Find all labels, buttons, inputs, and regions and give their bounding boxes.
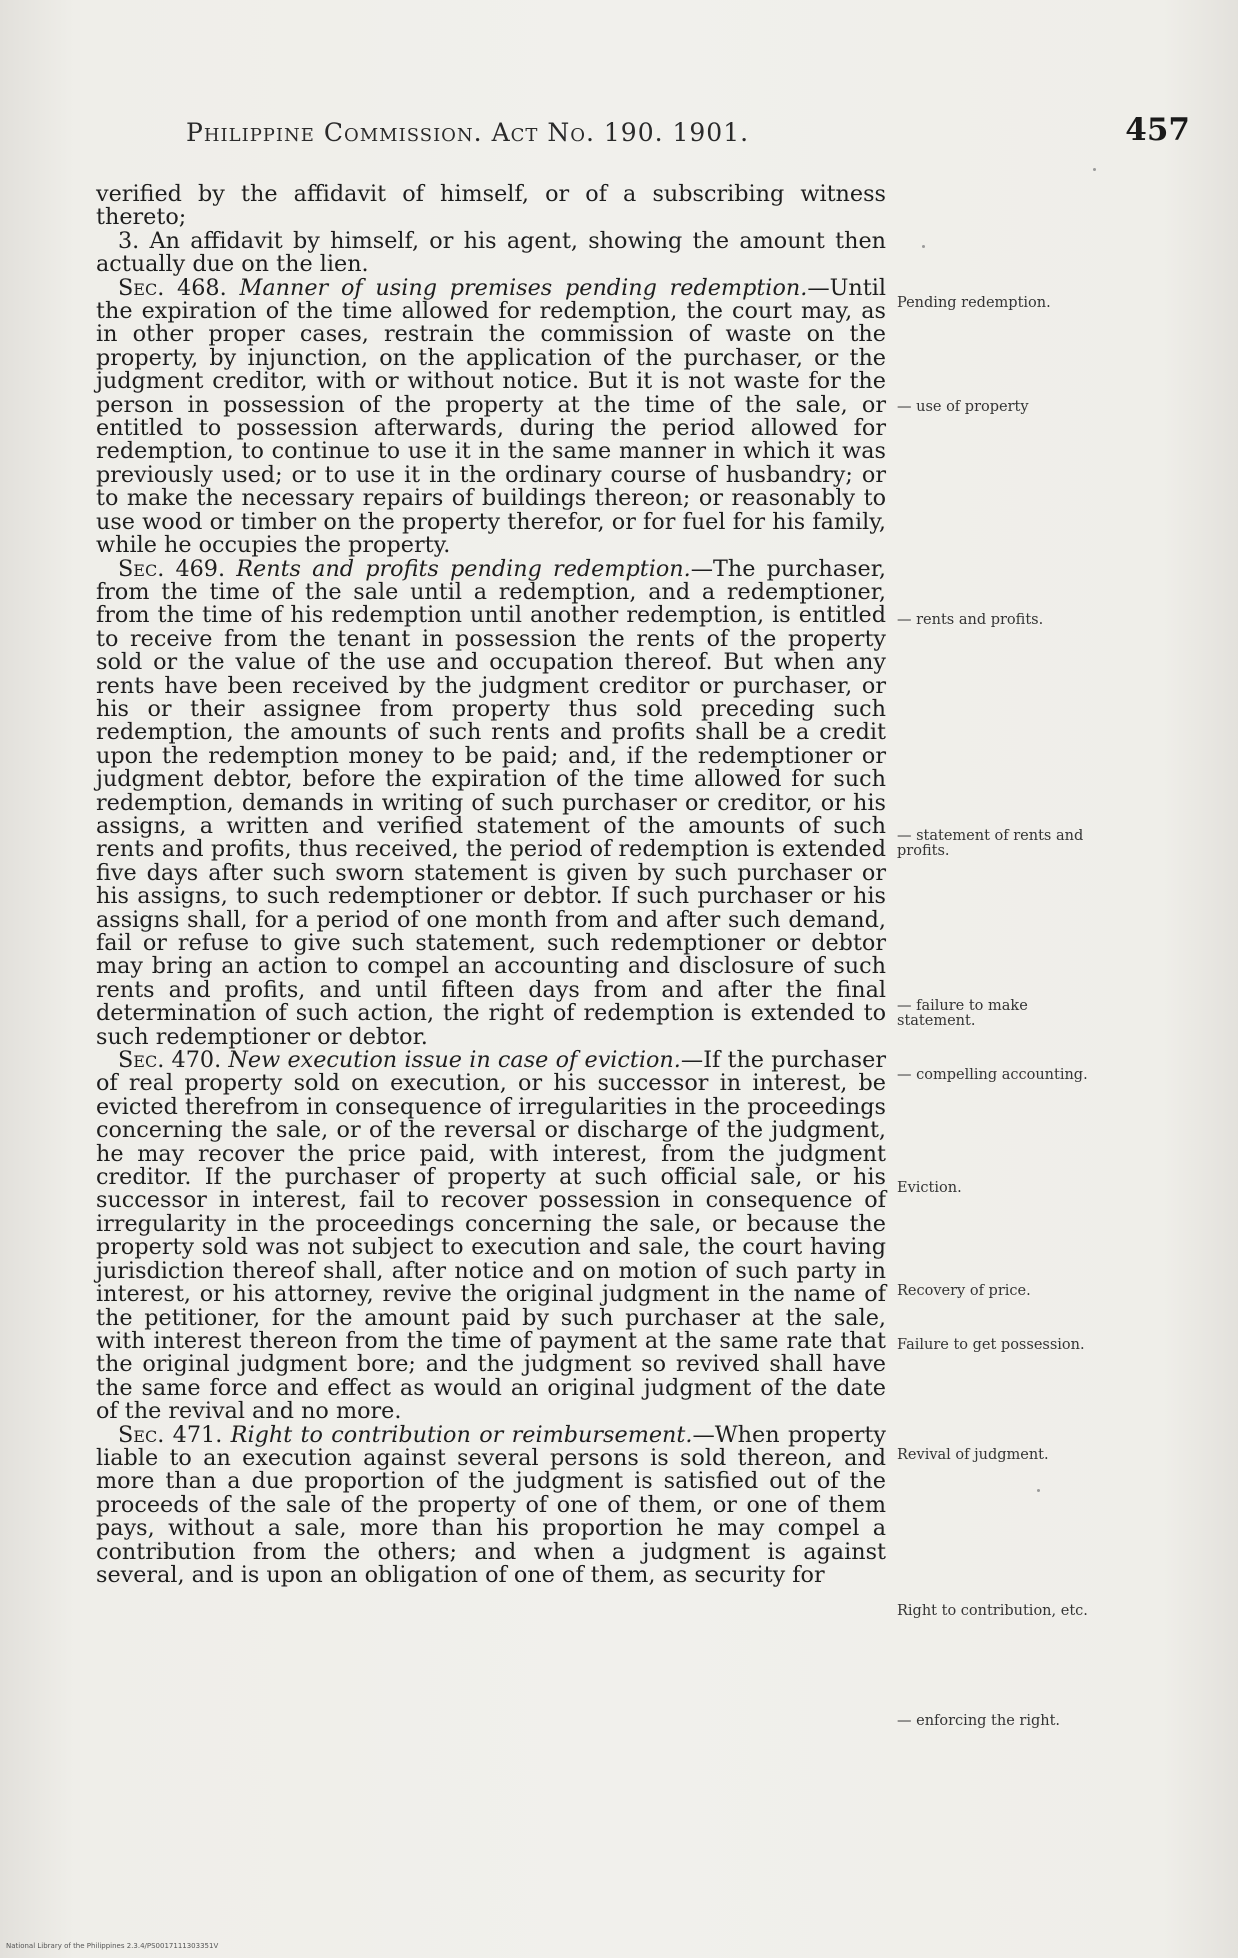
margin-note-enforcing-the-right: — enforcing the right. bbox=[897, 1713, 1061, 1729]
body-text bbox=[96, 183, 886, 1587]
section-title: Manner of using premises pending redemption. bbox=[239, 274, 808, 301]
margin-note-compelling-accounting: — compelling accounting. bbox=[897, 1067, 1088, 1083]
margin-note-eviction: Eviction. bbox=[897, 1180, 962, 1196]
margin-note-pending-redemption: Pending redemption. bbox=[897, 295, 1051, 311]
section-title: New execution issue in case of eviction. bbox=[228, 1047, 681, 1074]
section-text: —When property liable to an execution against several persons is sold thereon, and more than a due proportion of the judgment is satisfied out of the proceeds of the sale of the property of one of them, or one of them pays, without a sale, more than his proportion he may compel a contribution from the others; and when a judgment is against several, and is upon an obligation of one of them, as security for bbox=[96, 1421, 886, 1588]
section-title: Right to contribution or reimbursement. bbox=[230, 1421, 693, 1448]
section-469 bbox=[96, 555, 886, 1050]
section-text: —Until the expiration of the time allowed for redemption, the court may, as in other proper cases, restrain the commission of waste on the property, by injunction, on the application of the purchaser, or the judgment creditor, with or without notice. But it is not waste for the person in possession of the property at the time of the sale, or entitled to possession afterwards, during the period allowed for redemption, to continue to use it in the same manner in which it was previously used; or to use it in the ordinary course of husbandry; or to make the necessary repairs of buildings thereon; or reasonably to use wood or timber on the property therefor, or for fuel for his family, while he occupies the property. bbox=[96, 274, 886, 559]
margin-note-failure-to-make-statement: — failure to make statement. bbox=[897, 998, 1028, 1029]
margin-note-use-of-property: — use of property bbox=[897, 399, 1029, 415]
section-number: Sec. 468. bbox=[118, 274, 227, 301]
margin-note-revival-of-judgment: Revival of judgment. bbox=[897, 1447, 1049, 1463]
section-468 bbox=[96, 274, 886, 559]
margin-note-statement-of-rents: — statement of rents and profits. bbox=[897, 828, 1084, 859]
margin-note-failure-to-get-possession: Failure to get possession. bbox=[897, 1337, 1085, 1353]
scan-speck bbox=[922, 245, 925, 248]
section-text: —The purchaser, from the time of the sale until a redemption, and a redemptioner, from the time of his redemption until another redemption, is entitled to receive from the tenant in possession the rents of the property sold or the value of the use and occupation thereof. But when any rents have been received by the judgment creditor or purchaser, or his or their assignee from property thus sold preceding such redemption, the amounts of such rents and profits shall be a credit upon the redemption money to be paid; and, if the redemptioner or judgment debtor, before the expiration of the time allowed for such redemption, demands in writing of such purchaser or creditor, or his assigns, a written and verified statement of the amounts of such rents and profits, thus received, the period of redemption is extended five days after such sworn statement is given by such purchaser or his assigns, to such redemptioner or debtor. If such purchaser or his assigns shall, for a period of one month from and after such demand, fail or refuse to give such statement, such redemptioner or debtor may bring an action to compel an accounting and disclosure of such rents and profits, and until fifteen days from and after the final determination of such action, the right of redemption is extended to such redemptioner or debtor. bbox=[96, 555, 886, 1050]
section-title: Rents and profits pending redemption. bbox=[236, 555, 691, 582]
paragraph-item-3: 3. An affidavit by himself, or his agent, showing the amount then actually due on the lien. bbox=[96, 227, 886, 278]
running-head: Philippine Commission. Act No. 190. 1901. bbox=[186, 118, 750, 147]
margin-note-right-to-contribution: Right to contribution, etc. bbox=[897, 1603, 1088, 1619]
scan-footer: National Library of the Philippines 2.3.4/PS0017111303351V bbox=[6, 1942, 219, 1950]
scan-speck bbox=[1037, 1489, 1040, 1492]
section-text: —If the purchaser of real property sold on execution, or his successor in interest, be evicted therefrom in consequence of irregularities in the proceedings concerning the sale, or of the reversal or discharge of the judgment, he may recover the price paid, with interest, from the judgment creditor. If the purchaser of property at such official sale, or his successor in interest, fail to recover possession in consequence of irregularity in the proceedings concerning the sale, or because the property sold was not subject to execution and sale, the court having jurisdiction thereof shall, after notice and on motion of such party in interest, or his attorney, revive the original judgment in the name of the petitioner, for the amount paid by such purchaser at the sale, with interest thereon from the time of payment at the same rate that the original judgment bore; and the judgment so revived shall have the same force and effect as would an original judgment of the date of the revival and no more. bbox=[96, 1047, 886, 1425]
paragraph-continuation: verified by the affidavit of himself, or of a subscribing witness thereto; bbox=[96, 181, 886, 231]
scan-speck bbox=[1093, 168, 1096, 171]
margin-note-recovery-of-price: Recovery of price. bbox=[897, 1283, 1031, 1299]
section-470 bbox=[96, 1049, 886, 1424]
section-471 bbox=[96, 1421, 886, 1588]
margin-note-rents-and-profits: — rents and profits. bbox=[897, 612, 1044, 628]
section-number: Sec. 470. bbox=[118, 1047, 222, 1074]
section-number: Sec. 471. bbox=[118, 1421, 223, 1448]
section-number: Sec. 469. bbox=[118, 555, 226, 582]
page-number: 457 bbox=[1125, 112, 1190, 148]
